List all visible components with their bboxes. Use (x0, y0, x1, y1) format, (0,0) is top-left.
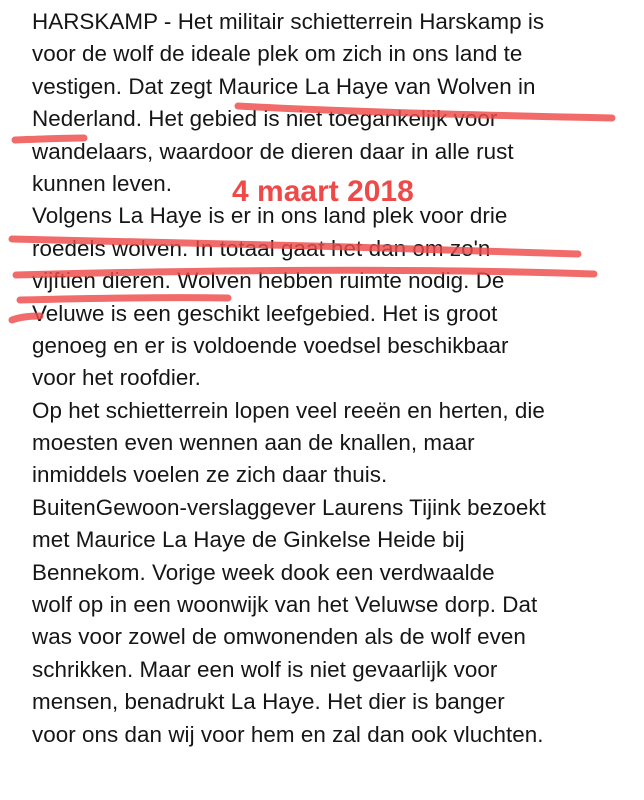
article-line: Veluwe is een geschikt leefgebied. Het is groot (32, 300, 498, 326)
article-line: kunnen leven. (32, 170, 173, 196)
article-line: Op het schietterrein lopen veel reeën en herten, die (32, 397, 545, 423)
article-line: roedels wolven. In totaal gaat het dan om zo'n (32, 235, 491, 261)
article-line: voor ons dan wij voor hem en zal dan ook vluchten. (32, 721, 544, 747)
article-line: wolf op in een woonwijk van het Veluwse dorp. Dat (32, 592, 538, 618)
date-annotation: 4 maart 2018 (232, 175, 414, 208)
article-line: HARSKAMP - Het militair schietterrein Harskamp is (32, 9, 545, 34)
article-line: inmiddels voelen ze zich daar thuis. (32, 462, 388, 488)
article-line: voor de wolf de ideale plek om zich in ons land te (32, 41, 523, 67)
article-line: BuitenGewoon-verslaggever Laurens Tijink bezoekt (32, 494, 546, 520)
article-line: moesten even wennen aan de knallen, maar (32, 430, 475, 456)
article-line: mensen, benadrukt La Haye. Het dier is banger (32, 689, 505, 715)
article-line: Volgens La Haye is er in ons land plek voor drie (32, 203, 508, 229)
article-line: wandelaars, waardoor de dieren daar in alle rust (32, 138, 514, 164)
article-line: schrikken. Maar een wolf is niet gevaarlijk voor (32, 656, 498, 682)
article-line: met Maurice La Haye de Ginkelse Heide bij (32, 527, 465, 553)
article-line: voor het roofdier. (32, 365, 201, 391)
article-line: vestigen. Dat zegt Maurice La Haye van Wolven in (32, 73, 536, 99)
article-line: genoeg en er is voldoende voedsel beschikbaar (32, 332, 509, 358)
article-line: vijftien dieren. Wolven hebben ruimte nodig. De (32, 268, 505, 294)
article-body (32, 6, 632, 751)
article-line: was voor zowel de omwonenden als de wolf even (32, 624, 526, 650)
article-line: Bennekom. Vorige week dook een verdwaalde (32, 559, 495, 585)
article-line: Nederland. Het gebied is niet toegankelijk voor (32, 106, 498, 132)
